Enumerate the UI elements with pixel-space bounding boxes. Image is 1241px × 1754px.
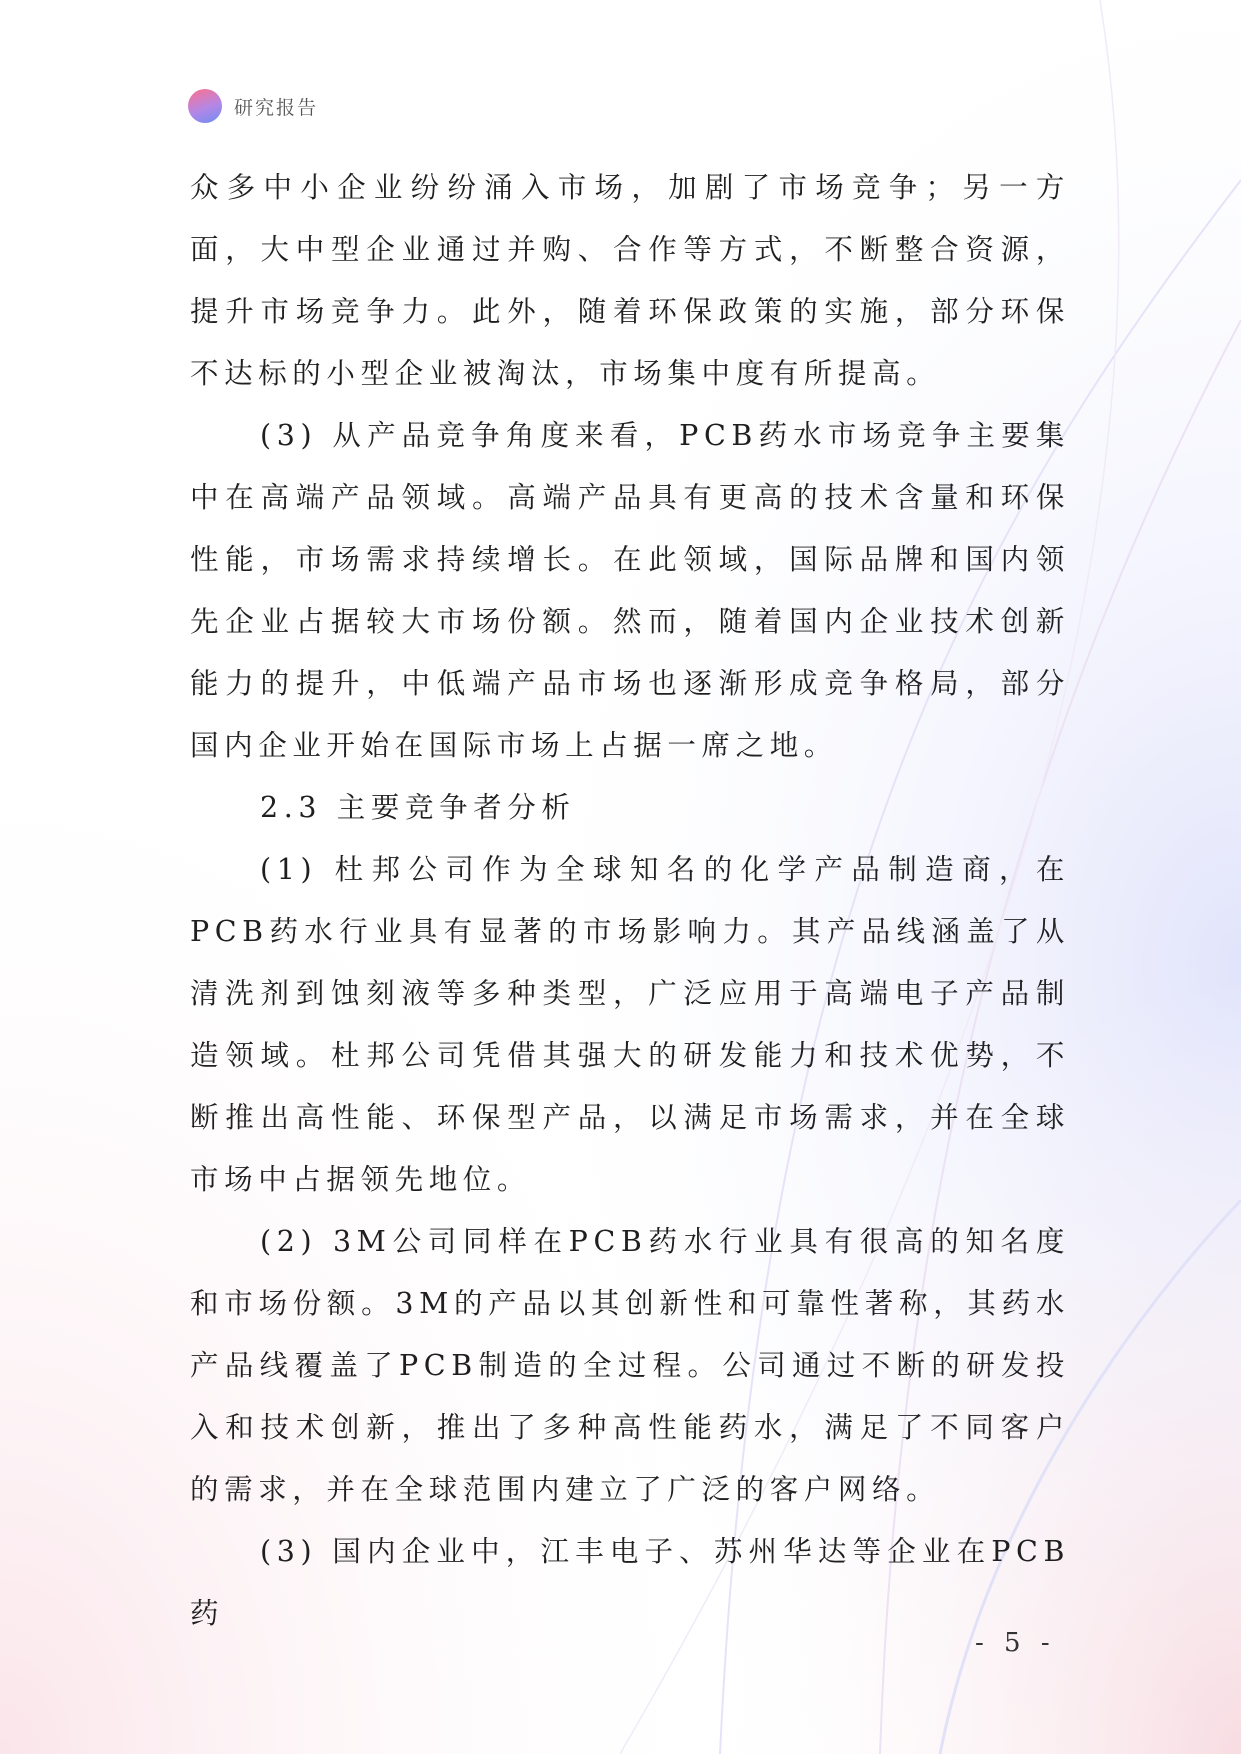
paragraph-domestic-companies: (3) 国内企业中，江丰电子、苏州华达等企业在PCB药: [190, 1535, 1070, 1630]
report-body: [190, 157, 1070, 1645]
section-heading-main-competitors: 2.3 主要竞争者分析: [260, 791, 576, 824]
paragraph-market-competition-cont: 众多中小企业纷纷涌入市场，加剧了市场竞争；另一方面，大中型企业通过并购、合作等方式，不断整合资源，提升市场竞争力。此外，随着环保政策的实施，部分环保不达标的小型企业被淘汰，市场集中度有所提高。: [190, 171, 1070, 390]
header-label: 研究报告: [234, 96, 319, 119]
paragraph-3m: (2) 3M公司同样在PCB药水行业具有很高的知名度和市场份额。3M的产品以其创新性和可靠性著称，其药水产品线覆盖了PCB制造的全过程。公司通过不断的研发投入和技术创新，推出了多种高性能药水，满足了不同客户的需求，并在全球范围内建立了广泛的客户网络。: [190, 1225, 1070, 1506]
paragraph-dupont: (1) 杜邦公司作为全球知名的化学产品制造商，在PCB药水行业具有显著的市场影响力。其产品线涵盖了从清洗剂到蚀刻液等多种类型，广泛应用于高端电子产品制造领域。杜邦公司凭借其强大的研发能力和技术优势，不断推出高性能、环保型产品，以满足市场需求，并在全球市场中占据领先地位。: [190, 853, 1070, 1196]
paragraph-product-competition: (3) 从产品竞争角度来看，PCB药水市场竞争主要集中在高端产品领域。高端产品具有更高的技术含量和环保性能，市场需求持续增长。在此领域，国际品牌和国内领先企业占据较大市场份额。然而，随着国内企业技术创新能力的提升，中低端产品市场也逐渐形成竞争格局，部分国内企业开始在国际市场上占据一席之地。: [190, 419, 1070, 762]
page-number: - 5 -: [975, 1628, 1056, 1658]
report-logo-icon: [188, 89, 222, 123]
report-header: [188, 88, 318, 124]
